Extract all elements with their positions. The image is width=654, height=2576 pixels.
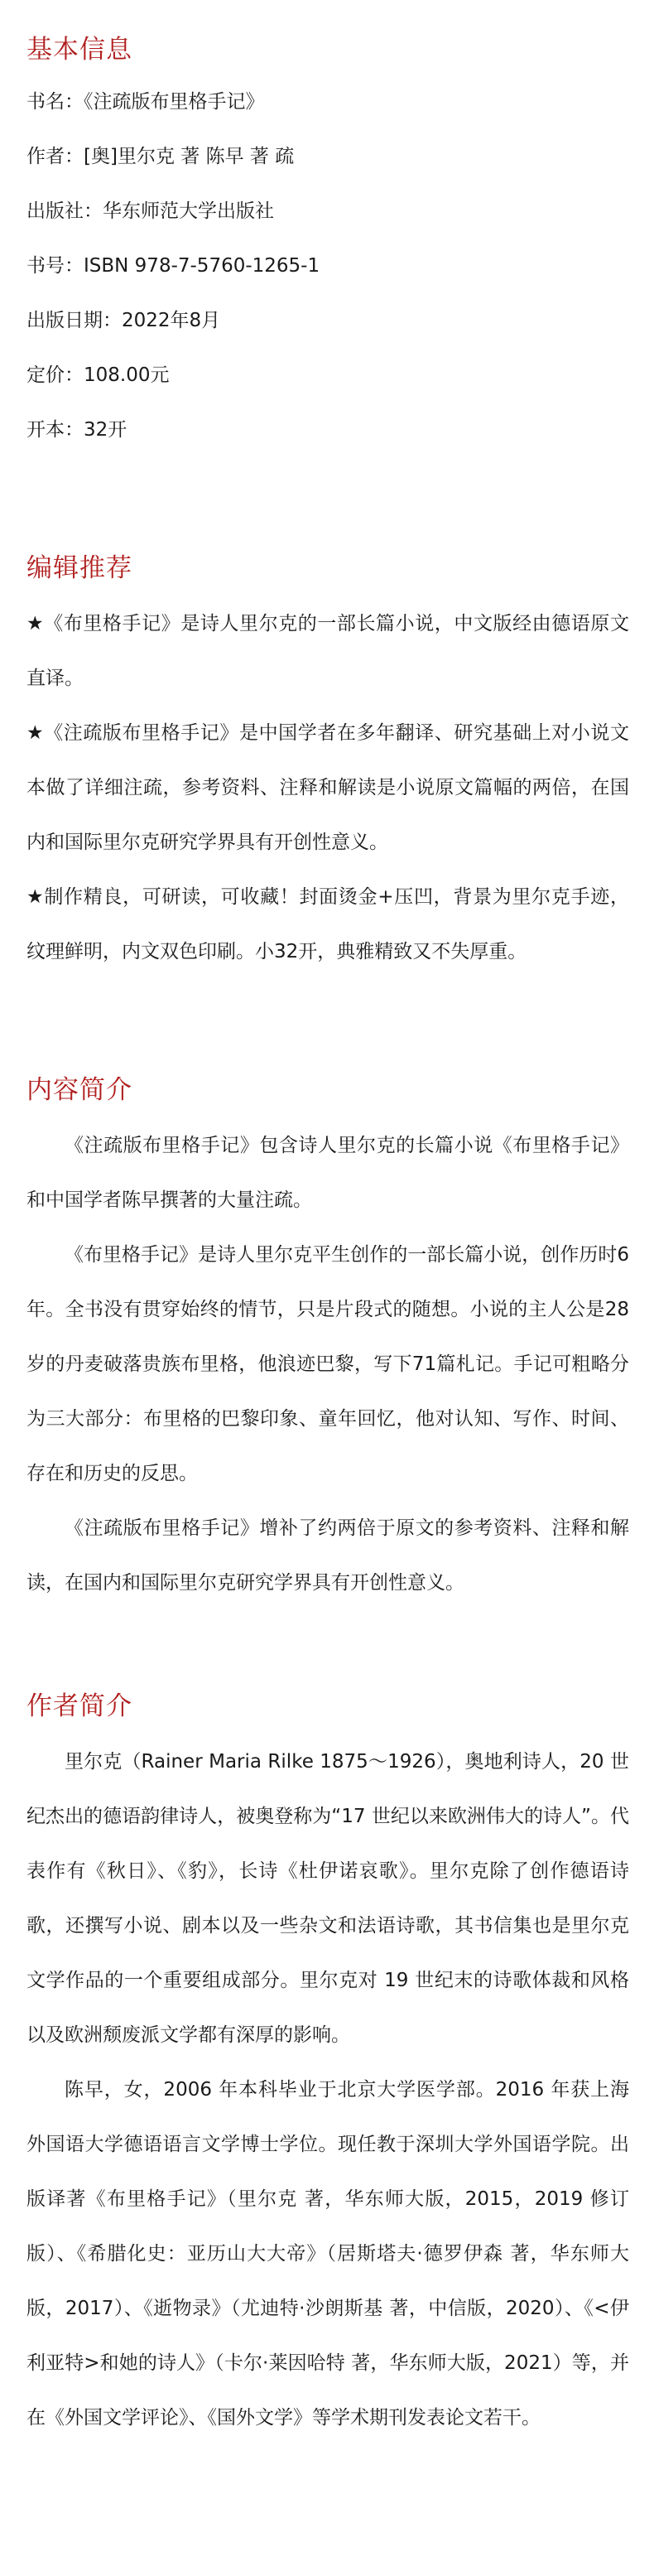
recommendation-paragraph: ★制作精良，可研读，可收藏！封面烫金+压凹，背景为里尔克手迹，纹理鲜明，内文双色印刷。小32开，典雅精致又不失厚重。 bbox=[26, 886, 629, 962]
basic-info-section bbox=[26, 31, 629, 442]
info-row-isbn: 书号：ISBN 978-7-5760-1265-1 bbox=[26, 255, 320, 277]
info-row-price: 定价：108.00元 bbox=[26, 364, 170, 386]
recommendation-paragraph: ★《注疏版布里格手记》是中国学者在多年翻译、研究基础上对小说文本做了详细注疏，参考资料、注释和解读是小说原文篇幅的两倍，在国内和国际里尔克研究学界具有开创性意义。 bbox=[26, 722, 629, 853]
info-row-title: 书名：《注疏版布里格手记》 bbox=[26, 91, 265, 113]
info-row-publish-date: 出版日期：2022年8月 bbox=[26, 310, 221, 331]
summary-paragraph: 《注疏版布里格手记》增补了约两倍于原文的参考资料、注释和解读，在国内和国际里尔克研究学界具有开创性意义。 bbox=[26, 1517, 629, 1594]
content-summary-body bbox=[26, 1118, 629, 1610]
info-row-format: 开本：32开 bbox=[26, 419, 127, 441]
info-row-author: 作者：[奥]里尔克 著 陈早 著 疏 bbox=[26, 146, 295, 167]
author-intro-heading: 作者简介 bbox=[26, 1691, 132, 1721]
author-paragraph-chen-zao: 陈早，女，2006 年本科毕业于北京大学医学部。2016 年获上海外国语大学德语语言文学博士学位。现任教于深圳大学外国语学院。出版译著《布里格手记》（里尔克 著，华东师大版，2015，2019 修订版）、《希腊化史：亚历山大大帝》（居斯塔夫·德罗伊森 著，华东师大版，2017）、《逝物录》（尤迪特·沙朗斯基 著，中信版，2020）、《<伊利亚特>和她的诗人》（卡尔·莱因哈特 著，华东师大版，2021）等，并在《外国文学评论》、《国外文学》等学术期刊发表论文若干。 bbox=[26, 2079, 629, 2429]
editor-recommendation-section bbox=[26, 550, 629, 979]
info-row-publisher: 出版社：华东师范大学出版社 bbox=[26, 200, 274, 222]
basic-info-list bbox=[26, 89, 629, 442]
basic-info-heading: 基本信息 bbox=[26, 35, 132, 65]
summary-paragraph: 《注疏版布里格手记》包含诗人里尔克的长篇小说《布里格手记》和中国学者陈早撰著的大量注疏。 bbox=[26, 1135, 629, 1211]
content-summary-section bbox=[26, 1072, 629, 1610]
editor-recommendation-body bbox=[26, 596, 629, 979]
editor-recommendation-heading: 编辑推荐 bbox=[26, 553, 132, 583]
summary-paragraph: 《布里格手记》是诗人里尔克平生创作的一部长篇小说，创作历时6年。全书没有贯穿始终的情节，只是片段式的随想。小说的主人公是28岁的丹麦破落贵族布里格，他浪迹巴黎，写下71篇札记。手记可粗略分为三大部分：布里格的巴黎印象、童年回忆，他对认知、写作、时间、存在和历史的反思。 bbox=[26, 1244, 629, 1484]
author-paragraph-rilke: 里尔克（Rainer Maria Rilke 1875～1926），奥地利诗人，20 世纪杰出的德语韵律诗人，被奥登称为“17 世纪以来欧洲伟大的诗人”。代表作有《秋日》、《豹》，长诗《杜伊诺哀歌》。里尔克除了创作德语诗歌，还撰写小说、剧本以及一些杂文和法语诗歌，其书信集也是里尔克文学作品的一个重要组成部分。里尔克对 19 世纪末的诗歌体裁和风格以及欧洲颓废派文学都有深厚的影响。 bbox=[26, 1751, 629, 2046]
recommendation-paragraph: ★《布里格手记》是诗人里尔克的一部长篇小说，中文版经由德语原文直译。 bbox=[26, 613, 629, 689]
content-summary-heading: 内容简介 bbox=[26, 1075, 132, 1105]
author-intro-body bbox=[26, 1734, 629, 2445]
author-intro-section bbox=[26, 1688, 629, 2445]
